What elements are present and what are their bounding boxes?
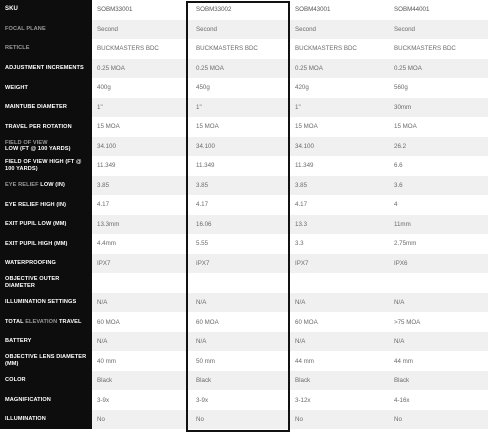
table-cell: N/A [290, 332, 389, 352]
table-cell: 3.3 [290, 234, 389, 254]
table-cell: 15 MOA [290, 117, 389, 137]
table-row [0, 20, 488, 40]
row-label-muted-part: ELEVATION [25, 318, 58, 325]
table-cell: Second [389, 20, 488, 40]
table-cell: 0.25 MOA [191, 59, 290, 79]
row-label: MAINTUBE DIAMETER [0, 98, 92, 118]
table-row [0, 293, 488, 313]
table-cell: 0.25 MOA [92, 59, 191, 79]
row-label: EYE RELIEF HIGH (IN) [0, 195, 92, 215]
sku-cell: SOBM44001 [389, 0, 488, 20]
table-cell: 6.6 [389, 156, 488, 176]
table-cell: 60 MOA [191, 312, 290, 332]
table-cell: 60 MOA [290, 312, 389, 332]
table-cell: IPX7 [92, 254, 191, 274]
table-cell: No [92, 410, 191, 430]
table-cell: 3.85 [191, 176, 290, 196]
table-cell: 1" [290, 98, 389, 118]
table-cell: 34.100 [92, 137, 191, 157]
table-cell: BUCKMASTERS BDC [191, 39, 290, 59]
row-label: EXIT PUPIL LOW (MM) [0, 215, 92, 235]
table-cell: Black [389, 371, 488, 391]
table-cell: 0.25 MOA [389, 59, 488, 79]
row-label: BATTERY [0, 332, 92, 352]
table-cell: 13.3 [290, 215, 389, 235]
table-cell: Black [92, 371, 191, 391]
table-cell: 13.3mm [92, 215, 191, 235]
row-label: RETICLE [0, 39, 92, 59]
table-row [0, 59, 488, 79]
table-cell: N/A [389, 332, 488, 352]
row-label: EXIT PUPIL HIGH (MM) [0, 234, 92, 254]
row-label: WATERPROOFING [0, 254, 92, 274]
table-cell: 1" [92, 98, 191, 118]
table-cell: 34.100 [191, 137, 290, 157]
table-row [0, 195, 488, 215]
table-cell: 0.25 MOA [290, 59, 389, 79]
table-cell: 15 MOA [92, 117, 191, 137]
table-cell [290, 273, 389, 293]
table-cell: 34.100 [290, 137, 389, 157]
table-cell: 44 mm [389, 351, 488, 371]
table-cell: N/A [191, 293, 290, 313]
table-cell: 3.85 [290, 176, 389, 196]
row-label: FOCAL PLANE [0, 20, 92, 40]
row-label [0, 137, 92, 157]
row-label-muted-part: FIELD OF VIEW [5, 139, 48, 146]
table-cell: N/A [389, 293, 488, 313]
row-label [0, 312, 92, 332]
table-cell: Second [92, 20, 191, 40]
table-cell: No [191, 410, 290, 430]
table-cell: 4.17 [92, 195, 191, 215]
table-cell: IPX7 [191, 254, 290, 274]
table-cell: N/A [191, 332, 290, 352]
table-cell: 4 [389, 195, 488, 215]
table-cell: 11.349 [92, 156, 191, 176]
row-label: ILLUMINATION SETTINGS [0, 293, 92, 313]
table-cell: 26.2 [389, 137, 488, 157]
table-cell: 3.6 [389, 176, 488, 196]
table-cell: Black [290, 371, 389, 391]
table-cell: IPX6 [389, 254, 488, 274]
row-label: COLOR [0, 371, 92, 391]
row-label: OBJECTIVE LENS DIAMETER (MM) [0, 351, 92, 371]
table-row [0, 351, 488, 371]
table-row [0, 273, 488, 293]
table-cell: 50 mm [191, 351, 290, 371]
table-row [0, 234, 488, 254]
table-cell: 4-16x [389, 390, 488, 410]
table-cell: BUCKMASTERS BDC [92, 39, 191, 59]
table-cell: 15 MOA [389, 117, 488, 137]
row-label: ADJUSTMENT INCREMENTS [0, 59, 92, 79]
row-label-part: LOW (FT @ 100 YARDS) [5, 146, 71, 153]
table-cell: Second [191, 20, 290, 40]
table-row [0, 254, 488, 274]
table-cell: 1" [191, 98, 290, 118]
row-label: WEIGHT [0, 78, 92, 98]
row-label: FIELD OF VIEW HIGH (FT @ 100 YARDS) [0, 156, 92, 176]
table-cell: 40 mm [92, 351, 191, 371]
table-cell: 560g [389, 78, 488, 98]
table-row [0, 410, 488, 430]
table-row [0, 39, 488, 59]
table-row [0, 78, 488, 98]
table-cell: 11.349 [191, 156, 290, 176]
table-cell: 60 MOA [92, 312, 191, 332]
table-cell: 3-9x [191, 390, 290, 410]
table-row [0, 137, 488, 157]
table-cell: N/A [92, 332, 191, 352]
table-cell: 2.75mm [389, 234, 488, 254]
row-label: TRAVEL PER ROTATION [0, 117, 92, 137]
table-cell [191, 273, 290, 293]
row-label-part: LOW (IN) [40, 182, 66, 189]
table-cell: 4.4mm [92, 234, 191, 254]
table-header-row [0, 0, 488, 20]
table-cell: 3-12x [290, 390, 389, 410]
table-cell: BUCKMASTERS BDC [389, 39, 488, 59]
table-cell: 11mm [389, 215, 488, 235]
table-cell: 16.06 [191, 215, 290, 235]
row-label-part: TRAVEL [58, 318, 82, 325]
table-cell: 30mm [389, 98, 488, 118]
table-cell [92, 273, 191, 293]
table-cell: 11.349 [290, 156, 389, 176]
table-row [0, 176, 488, 196]
row-label: OBJECTIVE OUTER DIAMETER [0, 273, 92, 293]
table-cell: 3.85 [92, 176, 191, 196]
table-cell: Second [290, 20, 389, 40]
table-cell: No [389, 410, 488, 430]
row-label-part: TOTAL [5, 318, 24, 325]
table-row [0, 156, 488, 176]
header-label: SKU [0, 0, 92, 20]
sku-cell: SOBM43001 [290, 0, 389, 20]
table-cell: 420g [290, 78, 389, 98]
table-cell: 400g [92, 78, 191, 98]
table-cell: 5.55 [191, 234, 290, 254]
table-row [0, 390, 488, 410]
table-cell [389, 273, 488, 293]
table-cell: 44 mm [290, 351, 389, 371]
table-row [0, 215, 488, 235]
row-label [0, 176, 92, 196]
table-cell: N/A [290, 293, 389, 313]
table-cell: Black [191, 371, 290, 391]
table-cell: BUCKMASTERS BDC [290, 39, 389, 59]
sku-cell: SOBM33001 [92, 0, 191, 20]
table-row [0, 117, 488, 137]
row-label: ILLUMINATION [0, 410, 92, 430]
table-cell: >75 MOA [389, 312, 488, 332]
table-cell: N/A [92, 293, 191, 313]
table-cell: 3-9x [92, 390, 191, 410]
table-cell: 15 MOA [191, 117, 290, 137]
table-row [0, 312, 488, 332]
table-row [0, 98, 488, 118]
row-label-muted-part: EYE RELIEF [5, 182, 39, 189]
table-row [0, 371, 488, 391]
table-row [0, 332, 488, 352]
table-cell: 4.17 [191, 195, 290, 215]
sku-cell: SOBM33002 [191, 0, 290, 20]
table-cell: IPX7 [290, 254, 389, 274]
table-cell: No [290, 410, 389, 430]
table-cell: 450g [191, 78, 290, 98]
table-cell: 4.17 [290, 195, 389, 215]
row-label: MAGNIFICATION [0, 390, 92, 410]
